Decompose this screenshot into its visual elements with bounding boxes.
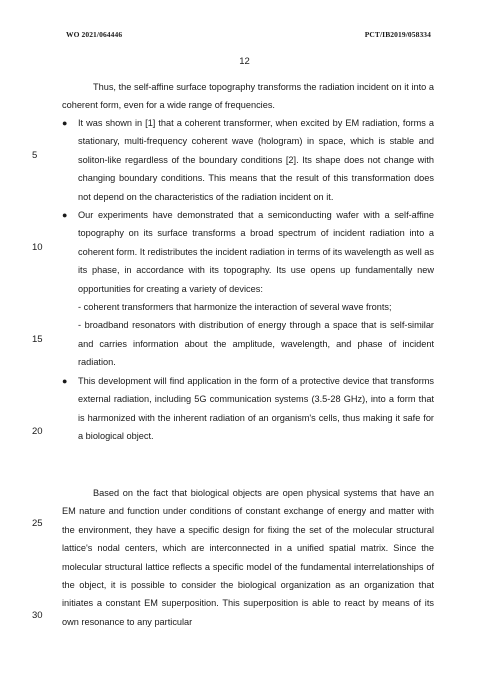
closing-text: Based on the fact that biological objects are open physical systems that have an EM nature and function under conditions of constant exchange of energy and matter with the environment, they have a specific design for fixing the set of the molecular structural lattice's nodal centers, which are interconnected in a unified spatial matrix. Since the molecular structural lattice reflects a specific model of the fundamental interrelationships of the object, it is possible to consider the biological organization as an organization that initiates a constant EM superposition. This superposition is able to react by means of its own resonance to any particular [62, 488, 434, 627]
bullet-icon: ● [62, 375, 68, 386]
bullet-text: This development will find application in the form of a protective device that transforms external radiation, including 5G communication systems (3.5-28 GHz), into a form that is harmonized with the inherent radiation of an organism's cells, thus making it safe for a biological object. [78, 375, 434, 441]
line-number-30: 30 [32, 610, 43, 621]
bullet-icon: ● [62, 118, 68, 128]
bullet-item-2 [62, 206, 434, 372]
closing-paragraph [62, 484, 434, 631]
bullet-list [62, 114, 434, 445]
page-number: 12 [239, 56, 250, 67]
line-number-5: 5 [32, 150, 38, 161]
line-number-20: 20 [32, 426, 43, 437]
intro-text: Thus, the self-affine surface topography transforms the radiation incident on it into a coherent form, even for a wide range of frequencies. [62, 82, 434, 111]
bullet-icon: ● [62, 210, 68, 221]
bullet-text: Our experiments have demonstrated that a semiconducting wafer with a self-affine topography on its surface transforms a broad spectrum of incident radiation into a coherent form. It redistributes the incident radiation in terms of its wavelength as well as its phase, in accordance with its topography. Its use opens up fundamentally new opportunities for creating a variety of devices: [78, 210, 434, 294]
intro-paragraph [62, 78, 434, 115]
line-number-25: 25 [32, 518, 43, 529]
sub-item-2: - broadband resonators with distribution of energy through a space that is self-similar and carries information about the amplitude, wavelength, and phase of incident radiation. [78, 320, 434, 368]
application-number: PCT/IB2019/058334 [364, 30, 431, 39]
bullet-item-3 [62, 372, 434, 446]
sub-item-1: - coherent transformers that harmonize the interaction of several wave fronts; [78, 302, 392, 313]
bullet-text: It was shown in [1] that a coherent transformer, when excited by EM radiation, forms a stationary, multi-frequency coherent wave (hologram) in space, which is stable and soliton-like regardless of the boundary conditions [2]. Its shape does not change with changing boundary conditions. This means that the result of this transformation does not depend on the characteristics of the radiation incident on it. [78, 118, 434, 202]
line-number-10: 10 [32, 242, 43, 253]
bullet-item-1 [62, 114, 434, 206]
publication-number: WO 2021/064446 [66, 30, 123, 39]
line-number-15: 15 [32, 334, 43, 345]
